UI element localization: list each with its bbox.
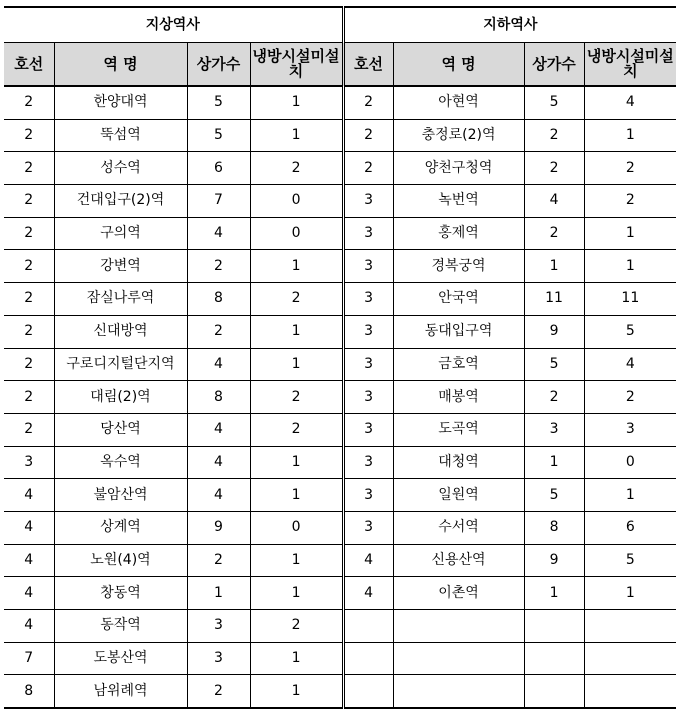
cell-line: 3 bbox=[343, 315, 393, 348]
cell-line: 2 bbox=[4, 185, 54, 218]
cell-station: 안국역 bbox=[393, 283, 524, 316]
cell-stores bbox=[524, 675, 584, 708]
cell-no-ac: 5 bbox=[584, 315, 676, 348]
cell-stores: 5 bbox=[524, 479, 584, 512]
cell-line bbox=[343, 610, 393, 643]
cell-no-ac: 1 bbox=[584, 577, 676, 610]
cell-stores: 1 bbox=[524, 250, 584, 283]
cell-line: 3 bbox=[343, 283, 393, 316]
cell-station: 건대입구(2)역 bbox=[54, 185, 187, 218]
cell-station: 불암산역 bbox=[54, 479, 187, 512]
cell-station: 강변역 bbox=[54, 250, 187, 283]
table-row bbox=[4, 381, 676, 414]
col-header-station: 역 명 bbox=[54, 43, 187, 87]
cell-line: 2 bbox=[4, 86, 54, 119]
cell-line: 2 bbox=[343, 86, 393, 119]
cell-stores: 2 bbox=[524, 119, 584, 152]
cell-line: 4 bbox=[4, 610, 54, 643]
cell-station: 뚝섬역 bbox=[54, 119, 187, 152]
cell-station: 도봉산역 bbox=[54, 642, 187, 675]
cell-station bbox=[393, 675, 524, 708]
cell-stores: 7 bbox=[187, 185, 250, 218]
cell-stores bbox=[524, 642, 584, 675]
col-header-stores: 상가수 bbox=[187, 43, 250, 87]
cell-stores: 1 bbox=[524, 446, 584, 479]
cell-stores: 11 bbox=[524, 283, 584, 316]
cell-no-ac: 1 bbox=[250, 479, 343, 512]
cell-line: 2 bbox=[4, 152, 54, 185]
table-body bbox=[4, 86, 676, 708]
table-row bbox=[4, 413, 676, 446]
cell-station: 수서역 bbox=[393, 511, 524, 544]
cell-line: 2 bbox=[4, 348, 54, 381]
cell-no-ac: 6 bbox=[584, 511, 676, 544]
cell-stores: 3 bbox=[187, 610, 250, 643]
cell-station: 옥수역 bbox=[54, 446, 187, 479]
cell-station: 노원(4)역 bbox=[54, 544, 187, 577]
cell-line: 4 bbox=[4, 511, 54, 544]
table-row bbox=[4, 119, 676, 152]
cell-no-ac bbox=[584, 610, 676, 643]
table-row bbox=[4, 152, 676, 185]
cell-stores bbox=[524, 610, 584, 643]
cell-no-ac: 1 bbox=[250, 119, 343, 152]
cell-no-ac: 0 bbox=[250, 511, 343, 544]
cell-line bbox=[343, 642, 393, 675]
cell-stores: 3 bbox=[524, 413, 584, 446]
cell-stores: 9 bbox=[524, 544, 584, 577]
cell-station: 구로디지털단지역 bbox=[54, 348, 187, 381]
cell-no-ac: 2 bbox=[250, 152, 343, 185]
cell-no-ac: 11 bbox=[584, 283, 676, 316]
cell-stores: 2 bbox=[187, 250, 250, 283]
cell-no-ac: 0 bbox=[250, 185, 343, 218]
cell-stores: 4 bbox=[187, 348, 250, 381]
cell-line: 2 bbox=[4, 250, 54, 283]
cell-line: 3 bbox=[343, 413, 393, 446]
cell-stores: 5 bbox=[524, 86, 584, 119]
cell-station: 매봉역 bbox=[393, 381, 524, 414]
cell-station: 신용산역 bbox=[393, 544, 524, 577]
cell-stores: 2 bbox=[187, 544, 250, 577]
cell-station: 한양대역 bbox=[54, 86, 187, 119]
cell-stores: 2 bbox=[187, 315, 250, 348]
cell-line: 4 bbox=[4, 479, 54, 512]
cell-line: 4 bbox=[4, 577, 54, 610]
cell-no-ac: 1 bbox=[584, 119, 676, 152]
cell-no-ac: 4 bbox=[584, 86, 676, 119]
cell-station: 창동역 bbox=[54, 577, 187, 610]
cell-no-ac: 1 bbox=[250, 446, 343, 479]
cell-line: 7 bbox=[4, 642, 54, 675]
cell-no-ac: 5 bbox=[584, 544, 676, 577]
cell-no-ac: 1 bbox=[584, 250, 676, 283]
cell-no-ac: 2 bbox=[250, 413, 343, 446]
cell-line: 3 bbox=[343, 511, 393, 544]
cell-no-ac bbox=[584, 642, 676, 675]
section-ground-header: 지상역사 bbox=[4, 7, 343, 43]
cell-no-ac: 1 bbox=[250, 642, 343, 675]
station-store-table bbox=[4, 6, 676, 709]
cell-line bbox=[343, 675, 393, 708]
cell-line: 8 bbox=[4, 675, 54, 708]
cell-no-ac: 2 bbox=[250, 610, 343, 643]
col-header-stores: 상가수 bbox=[524, 43, 584, 87]
cell-no-ac: 1 bbox=[250, 315, 343, 348]
cell-line: 2 bbox=[343, 119, 393, 152]
table-row bbox=[4, 642, 676, 675]
cell-stores: 2 bbox=[187, 675, 250, 708]
cell-line: 3 bbox=[343, 479, 393, 512]
cell-stores: 3 bbox=[187, 642, 250, 675]
cell-line: 3 bbox=[343, 348, 393, 381]
cell-no-ac: 1 bbox=[584, 217, 676, 250]
cell-line: 3 bbox=[343, 185, 393, 218]
cell-station: 성수역 bbox=[54, 152, 187, 185]
cell-station: 홍제역 bbox=[393, 217, 524, 250]
table-row bbox=[4, 315, 676, 348]
cell-station: 구의역 bbox=[54, 217, 187, 250]
cell-stores: 2 bbox=[524, 152, 584, 185]
cell-stores: 1 bbox=[187, 577, 250, 610]
section-underground-header: 지하역사 bbox=[343, 7, 676, 43]
cell-station: 신대방역 bbox=[54, 315, 187, 348]
cell-line: 2 bbox=[4, 381, 54, 414]
cell-stores: 8 bbox=[187, 381, 250, 414]
cell-stores: 4 bbox=[187, 446, 250, 479]
cell-stores: 4 bbox=[524, 185, 584, 218]
cell-station: 충정로(2)역 bbox=[393, 119, 524, 152]
cell-line: 3 bbox=[343, 250, 393, 283]
table-row bbox=[4, 479, 676, 512]
table-row bbox=[4, 283, 676, 316]
cell-stores: 4 bbox=[187, 217, 250, 250]
cell-no-ac: 2 bbox=[584, 152, 676, 185]
table-row bbox=[4, 217, 676, 250]
cell-stores: 5 bbox=[187, 119, 250, 152]
cell-no-ac bbox=[584, 675, 676, 708]
table-row bbox=[4, 250, 676, 283]
table-row bbox=[4, 544, 676, 577]
cell-station: 도곡역 bbox=[393, 413, 524, 446]
cell-no-ac: 2 bbox=[250, 381, 343, 414]
cell-station: 이촌역 bbox=[393, 577, 524, 610]
cell-no-ac: 2 bbox=[250, 283, 343, 316]
col-header-no-ac: 냉방시설미설치 bbox=[584, 43, 676, 87]
cell-no-ac: 0 bbox=[584, 446, 676, 479]
cell-no-ac: 4 bbox=[584, 348, 676, 381]
cell-stores: 4 bbox=[187, 479, 250, 512]
cell-station bbox=[393, 642, 524, 675]
cell-line: 2 bbox=[4, 283, 54, 316]
cell-stores: 5 bbox=[524, 348, 584, 381]
cell-station: 녹번역 bbox=[393, 185, 524, 218]
cell-stores: 6 bbox=[187, 152, 250, 185]
cell-no-ac: 1 bbox=[250, 86, 343, 119]
cell-line: 2 bbox=[343, 152, 393, 185]
col-header-line: 호선 bbox=[343, 43, 393, 87]
table-row bbox=[4, 610, 676, 643]
cell-line: 2 bbox=[4, 119, 54, 152]
cell-no-ac: 2 bbox=[584, 381, 676, 414]
cell-stores: 8 bbox=[187, 283, 250, 316]
cell-station: 남위례역 bbox=[54, 675, 187, 708]
cell-no-ac: 1 bbox=[250, 250, 343, 283]
cell-no-ac: 1 bbox=[584, 479, 676, 512]
cell-line: 3 bbox=[343, 217, 393, 250]
cell-line: 4 bbox=[343, 544, 393, 577]
cell-station: 동대입구역 bbox=[393, 315, 524, 348]
cell-station: 동작역 bbox=[54, 610, 187, 643]
cell-line: 3 bbox=[343, 381, 393, 414]
table-row bbox=[4, 348, 676, 381]
cell-no-ac: 0 bbox=[250, 217, 343, 250]
cell-station: 일원역 bbox=[393, 479, 524, 512]
table-row bbox=[4, 675, 676, 708]
cell-stores: 8 bbox=[524, 511, 584, 544]
cell-line: 3 bbox=[4, 446, 54, 479]
cell-no-ac: 1 bbox=[250, 675, 343, 708]
cell-stores: 5 bbox=[187, 86, 250, 119]
col-header-line: 호선 bbox=[4, 43, 54, 87]
cell-line: 2 bbox=[4, 315, 54, 348]
col-header-no-ac: 냉방시설미설치 bbox=[250, 43, 343, 87]
cell-no-ac: 1 bbox=[250, 577, 343, 610]
cell-line: 2 bbox=[4, 217, 54, 250]
cell-station: 대청역 bbox=[393, 446, 524, 479]
table-row bbox=[4, 185, 676, 218]
cell-stores: 1 bbox=[524, 577, 584, 610]
table-row bbox=[4, 86, 676, 119]
cell-station: 대림(2)역 bbox=[54, 381, 187, 414]
cell-line: 2 bbox=[4, 413, 54, 446]
cell-station: 아현역 bbox=[393, 86, 524, 119]
cell-line: 3 bbox=[343, 446, 393, 479]
cell-no-ac: 1 bbox=[250, 544, 343, 577]
table-row bbox=[4, 511, 676, 544]
cell-station: 양천구청역 bbox=[393, 152, 524, 185]
cell-line: 4 bbox=[343, 577, 393, 610]
cell-station: 당산역 bbox=[54, 413, 187, 446]
col-header-station: 역 명 bbox=[393, 43, 524, 87]
cell-station bbox=[393, 610, 524, 643]
cell-stores: 9 bbox=[187, 511, 250, 544]
cell-stores: 2 bbox=[524, 381, 584, 414]
cell-stores: 9 bbox=[524, 315, 584, 348]
cell-no-ac: 1 bbox=[250, 348, 343, 381]
cell-station: 경복궁역 bbox=[393, 250, 524, 283]
table-row bbox=[4, 577, 676, 610]
cell-stores: 2 bbox=[524, 217, 584, 250]
cell-no-ac: 2 bbox=[584, 185, 676, 218]
cell-no-ac: 3 bbox=[584, 413, 676, 446]
cell-station: 상계역 bbox=[54, 511, 187, 544]
table-row bbox=[4, 446, 676, 479]
cell-line: 4 bbox=[4, 544, 54, 577]
cell-stores: 4 bbox=[187, 413, 250, 446]
cell-station: 잠실나루역 bbox=[54, 283, 187, 316]
cell-station: 금호역 bbox=[393, 348, 524, 381]
